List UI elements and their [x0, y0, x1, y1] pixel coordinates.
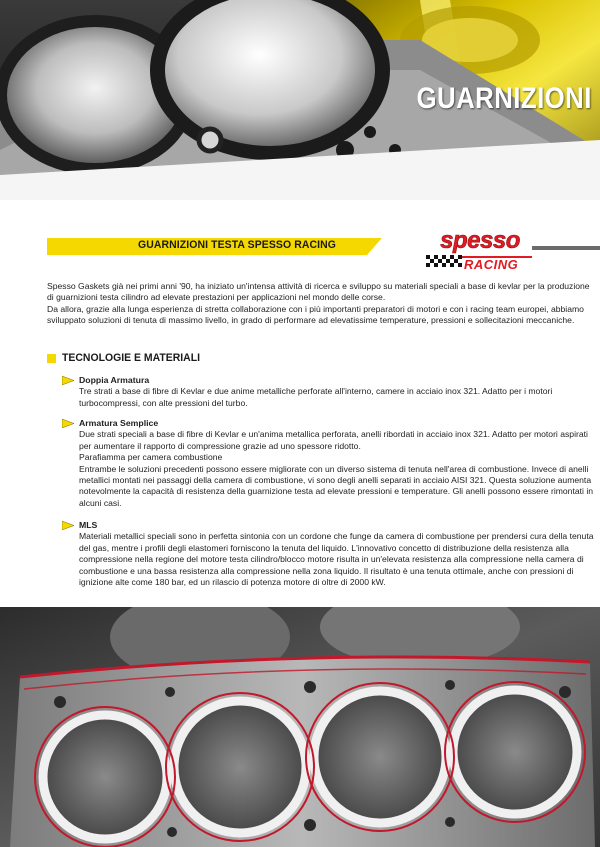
tech-section-header	[47, 352, 207, 364]
tech-item-title: MLS	[79, 520, 98, 530]
tech-item-subtitle: Parafiamma per camera combustione	[79, 452, 223, 463]
hero-title: GUARNIZIONI	[416, 82, 592, 115]
logo-racing-text: RACING	[464, 257, 519, 272]
spesso-racing-logo	[424, 228, 534, 276]
logo-wordmark: spesso	[440, 227, 520, 254]
arrow-right-icon	[62, 376, 74, 385]
tech-item-body: Materiali metallici speciali sono in perfetta sintonia con un cordone che funge da camera di combustione per prendersi cura della tenuta del gas, mentre i profili degli elastomeri forniscono la tenuta del liquido. L'innovativo concetto di distribuzione della resistenza alla compressione nella regione del motore testa cilindro/blocco motore risulta in un'elevata resistenza alla compressione nella camera di combustione e una bassa resistenza alla compressione nella zona liquido. Il risultato è una tenuta ottimale, anche con pressioni di ignizione alte come 180 bar, ed un rilascio di potenza motore di oltre di 2000 kW.	[79, 531, 594, 588]
intro-paragraph-1: Spesso Gaskets già nei primi anni '90, ha iniziato un'intensa attività di ricerca e sviluppo su materiali speciali a base di kevlar per la produzione di guarnizioni testa cilindro ad elevate prestazioni per applicazioni nel mondo delle corse.	[47, 281, 590, 303]
arrow-right-icon	[62, 521, 74, 530]
tech-item-body: Tre strati a base di fibre di Kevlar e due anime metalliche perforate all'interno, camere in acciaio inox 321. Adatto per i motori turbocompressi, con alte pressioni del turbo.	[79, 386, 553, 408]
intro-text	[47, 281, 593, 327]
section-title: GUARNIZIONI TESTA SPESSO RACING	[137, 239, 337, 251]
tech-item-body-2: Entrambe le soluzioni precedenti possono essere migliorate con un diverso sistema di tenuta nell'area di combustione. Invece di anelli metallici montati nei passaggi della camera di combustione, vi sono degli anelli separati in acciaio AISI 321. Questa soluzione aumenta notevolmente la capacità di resistenza della guarnizione testa ad elevate pressioni e temperature. Gli anelli possono essere rimontati in alcuni casi.	[79, 463, 594, 508]
section-band	[47, 238, 382, 255]
hero-banner	[0, 0, 600, 200]
tech-item-title: Doppia Armatura	[79, 375, 150, 385]
tech-item-doppia-armatura	[62, 375, 594, 409]
tech-item-title: Armatura Semplice	[79, 418, 159, 428]
tech-item-mls	[62, 520, 594, 588]
arrow-right-icon	[62, 419, 74, 428]
head-gasket-image	[0, 607, 600, 847]
tech-item-body: Due strati speciali a base di fibre di Kevlar e un'anima metallica perforata, anelli ribordati in acciaio inox 321. Adatto per motori aspirati per aumentare il rapporto di compressione grazie ad uno spessore ridotto.	[79, 429, 588, 451]
section-rule	[532, 246, 600, 250]
tech-item-armatura-semplice	[62, 418, 594, 509]
intro-paragraph-2: Da allora, grazie alla lunga esperienza di stretta collaborazione con i più importanti preparatori di motori e con i racing team europei, abbiamo sviluppato soluzioni di tenuta di massimo livello, in grado di performare ad elevatissime temperature, pressioni e sollecitazioni meccaniche.	[47, 303, 584, 326]
yellow-square-icon	[47, 354, 56, 363]
gasket-photo	[0, 607, 600, 847]
tech-section-title: TECNOLOGIE E MATERIALI	[62, 352, 200, 364]
